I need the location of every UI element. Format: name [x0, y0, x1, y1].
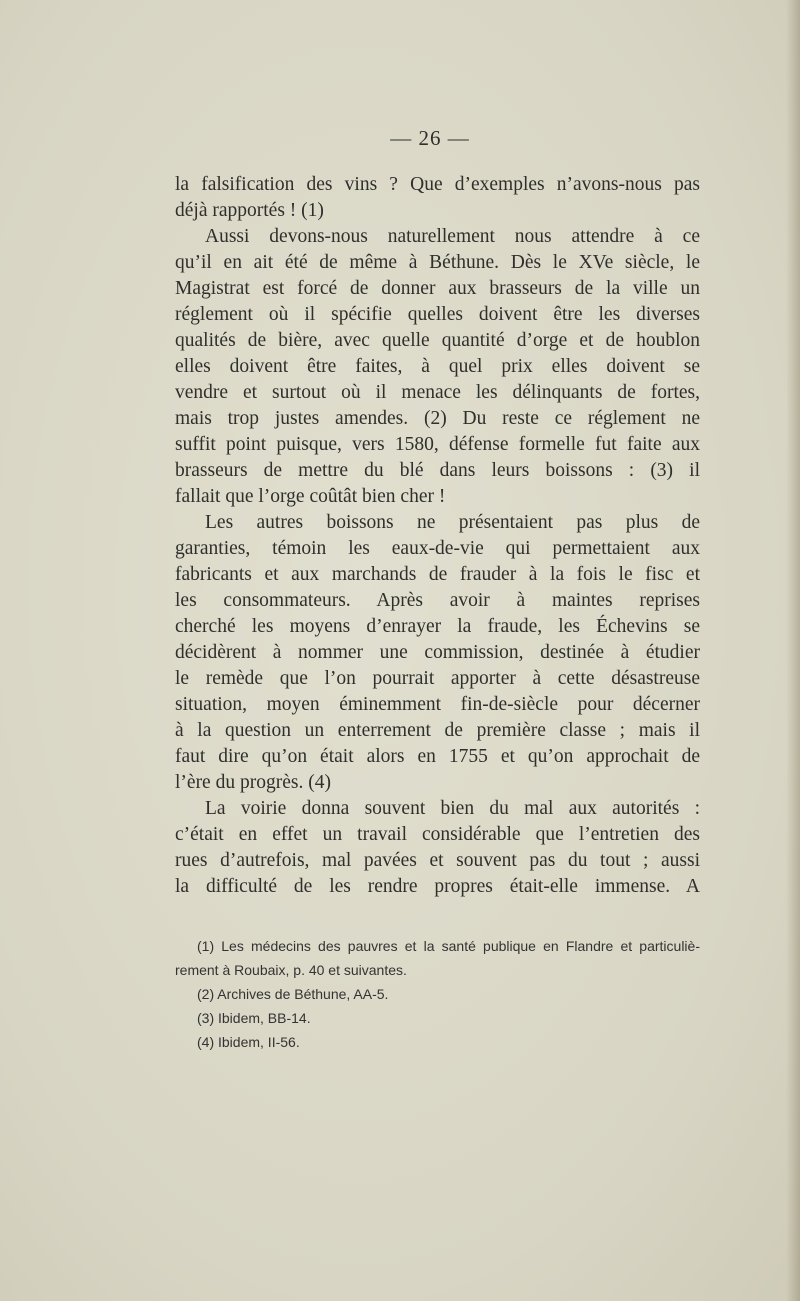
page-number: — 26 — [390, 126, 470, 150]
text-line: garanties, témoin les eaux-de-vie qui permettaient aux [175, 538, 700, 559]
text-line: vendre et surtout où il menace les délinquants de fortes, [175, 382, 700, 403]
text-line: les consommateurs. Après avoir à maintes reprises [175, 590, 700, 611]
footnote-1: (1) Les médecins des pauvres et la santé publique en Flandre et particuliè- [197, 938, 700, 954]
footnote-3: (3) Ibidem, BB-14. [197, 1010, 311, 1026]
text-line: Aussi devons-nous naturellement nous attendre à ce [205, 226, 700, 247]
text-line: rues d’autrefois, mal pavées et souvent pas du tout ; aussi [175, 850, 700, 871]
text-line: cherché les moyens d’enrayer la fraude, les Échevins se [175, 616, 700, 637]
text-line: fallait que l’orge coûtât bien cher ! [175, 486, 446, 507]
text-line: réglement où il spécifie quelles doivent être les diverses [175, 304, 700, 325]
text-line: suffit point puisque, vers 1580, défense formelle fut faite aux [175, 434, 700, 455]
text-line: elles doivent être faites, à quel prix elles doivent se [175, 356, 700, 377]
text-line: l’ère du progrès. (4) [175, 772, 331, 793]
page-edge-shadow [786, 0, 800, 1301]
text-line: brasseurs de mettre du blé dans leurs boissons : (3) il [175, 460, 700, 481]
text-line: faut dire qu’on était alors en 1755 et qu’on approchait de [175, 746, 700, 767]
body-text [175, 172, 700, 900]
text-line: décidèrent à nommer une commission, destinée à étudier [175, 642, 700, 663]
text-line: déjà rapportés ! (1) [175, 200, 324, 221]
text-line: le remède que l’on pourrait apporter à cette désastreuse [175, 668, 700, 689]
text-line: c’était en effet un travail considérable que l’entretien des [175, 824, 700, 845]
text-line: la difficulté de les rendre propres était-elle immense. A [175, 876, 700, 897]
text-line: La voirie donna souvent bien du mal aux autorités : [205, 798, 700, 819]
text-line: la falsification des vins ? Que d’exemples n’avons-nous pas [175, 174, 700, 195]
footnote-1-continuation: rement à Roubaix, p. 40 et suivantes. [175, 962, 407, 978]
text-line: qu’il en ait été de même à Béthune. Dès le XVe siècle, le [175, 252, 700, 273]
text-line: fabricants et aux marchands de frauder à la fois le fisc et [175, 564, 700, 585]
footnote-2: (2) Archives de Béthune, AA-5. [197, 986, 389, 1002]
text-line: situation, moyen éminemment fin-de-siècle pour décerner [175, 694, 700, 715]
text-line: mais trop justes amendes. (2) Du reste ce réglement ne [175, 408, 700, 429]
text-line: qualités de bière, avec quelle quantité d’orge et de houblon [175, 330, 700, 351]
text-line: Les autres boissons ne présentaient pas plus de [205, 512, 700, 533]
text-line: Magistrat est forcé de donner aux brasseurs de la ville un [175, 278, 700, 299]
footnotes [175, 934, 700, 1054]
text-line: à la question un enterrement de première classe ; mais il [175, 720, 700, 741]
footnote-4: (4) Ibidem, II-56. [197, 1034, 300, 1050]
